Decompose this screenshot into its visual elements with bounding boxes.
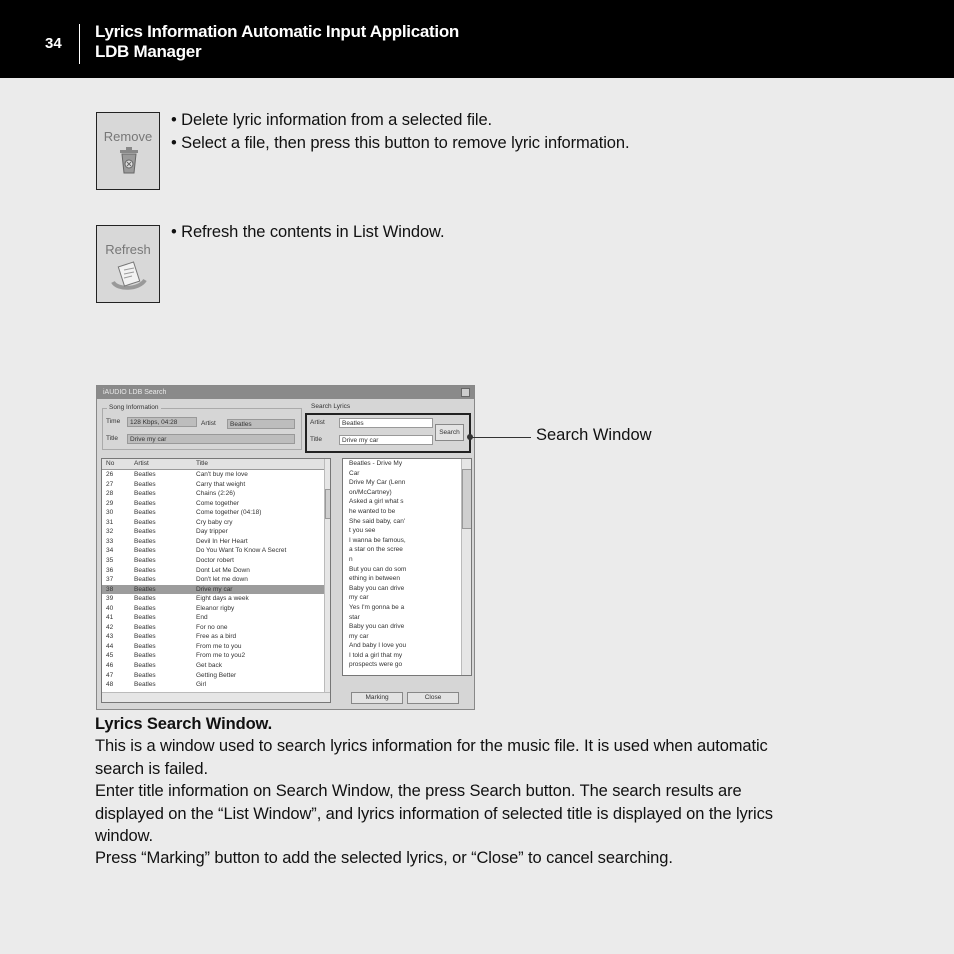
time-field: 128 Kbps, 04:28 [127,417,197,427]
close-button[interactable]: Close [407,692,459,704]
row-title: Chains (2:26) [196,490,236,498]
lyrics-search-window [96,385,475,710]
lyrics-line: he wanted to be [349,507,396,515]
row-artist: Beatles [134,499,156,507]
column-no[interactable]: No [106,460,115,467]
row-title: Dont Let Me Down [196,566,250,574]
page-number: 34 [45,35,62,52]
row-artist: Beatles [134,566,156,574]
row-artist: Beatles [134,518,156,526]
row-artist: Beatles [134,671,156,679]
refresh-button[interactable] [96,225,160,303]
row-artist: Beatles [134,642,156,650]
lyrics-line: But you can do som [349,565,407,573]
table-row[interactable] [102,508,324,518]
row-title: For no one [196,623,228,631]
row-artist: Beatles [134,471,156,478]
search-artist-label: Artist [310,419,325,426]
row-title: From me to you [196,642,242,650]
song-information-group [102,404,302,450]
search-lyrics-group [305,403,471,453]
refresh-button-label: Refresh [105,242,151,257]
lyrics-line: n [349,555,353,563]
row-no: 40 [106,604,114,612]
table-row[interactable] [102,651,324,661]
window-title: iAUDIO LDB Search [103,389,167,396]
column-artist[interactable]: Artist [134,460,149,467]
title-label: Title [106,435,119,442]
row-title: Do You Want To Know A Secret [196,547,287,555]
remove-button-label: Remove [103,129,153,144]
row-artist: Beatles [134,528,156,536]
row-title: From me to you2 [196,652,246,660]
artist-field: Beatles [227,419,295,429]
row-no: 34 [106,547,114,555]
row-artist: Beatles [134,604,156,612]
row-artist: Beatles [134,556,156,564]
table-row[interactable] [102,480,324,490]
row-title: Getting Better [196,671,237,679]
window-titlebar [97,386,474,399]
section-heading: Lyrics Search Window. [95,715,273,733]
search-title-label: Title [310,436,323,443]
row-no: 30 [106,509,114,517]
table-row[interactable] [102,499,324,509]
lyrics-line: on/McCartney) [349,488,392,496]
remove-button[interactable] [96,112,160,190]
row-no: 27 [106,480,114,488]
row-no: 26 [106,471,114,478]
row-title: Day tripper [196,528,228,536]
row-title: Come together [196,499,239,507]
row-no: 44 [106,642,114,650]
table-row[interactable] [102,680,324,690]
search-artist-input[interactable]: Beatles [339,418,433,428]
row-artist: Beatles [134,652,156,660]
row-title: Drive my car [196,585,233,593]
row-title: Doctor robert [196,556,234,564]
row-title: Carry that weight [196,480,246,488]
row-title: Eleanor rigby [196,604,235,612]
row-no: 42 [106,623,114,631]
lyrics-line: Baby you can drive [349,584,405,592]
callout-line [470,437,531,438]
table-row[interactable] [102,537,324,547]
row-artist: Beatles [134,480,156,488]
lyrics-line: my car [349,632,369,640]
table-row[interactable] [102,632,324,642]
list-vertical-scrollbar[interactable] [324,459,331,692]
page-header [0,0,954,78]
page-title-line2: LDB Manager [95,42,202,61]
refresh-icon [109,260,149,292]
lyrics-line: Beatles - Drive My [349,460,403,467]
body-line-4: displayed on the “List Window”, and lyrics information of selected title is displayed on the lyrics [95,804,773,823]
row-artist: Beatles [134,662,156,669]
lyrics-line: star [349,613,360,621]
body-line-6: Press “Marking” button to add the selected lyrics, or “Close” to cancel searching. [95,849,673,868]
lyrics-line: Baby you can drive [349,623,405,631]
lyrics-line: my car [349,594,369,602]
row-artist: Beatles [134,614,156,622]
remove-bullet-2: • Select a file, then press this button to remove lyric information. [171,134,630,152]
row-no: 39 [106,595,114,603]
row-no: 37 [106,576,114,584]
row-artist: Beatles [134,509,156,517]
table-row[interactable] [102,518,324,528]
window-close-icon[interactable] [461,388,470,397]
remove-bullet-1: • Delete lyric information from a selected file. [171,111,493,129]
lyrics-line: Car [349,469,360,477]
header-divider [79,24,80,64]
table-row[interactable] [102,566,324,576]
row-title: Devil In Her Heart [196,537,248,545]
table-row[interactable] [102,556,324,566]
title-field: Drive my car [127,434,295,444]
remove-description [171,109,629,155]
body-text [95,713,855,870]
lyrics-line: ething in between [349,575,400,583]
lyrics-line: And baby I love you [349,642,407,650]
row-no: 35 [106,556,114,564]
lyrics-scrollbar[interactable] [461,459,472,675]
row-no: 38 [106,585,114,593]
page-title [95,22,459,62]
row-no: 45 [106,652,114,660]
row-artist: Beatles [134,633,156,641]
table-row[interactable] [102,527,324,537]
row-title: Don't let me down [196,576,248,584]
table-row[interactable] [102,489,324,499]
lyrics-line: I told a girl that my [349,651,403,659]
row-artist: Beatles [134,490,156,498]
list-window [101,458,331,703]
table-row[interactable] [102,585,324,595]
body-line-5: window. [95,827,154,846]
body-line-1: This is a window used to search lyrics information for the music file. It is used when automatic [95,737,768,756]
table-row[interactable] [102,546,324,556]
song-information-label: Song Information [109,404,159,411]
lyrics-window [342,458,472,676]
row-no: 31 [106,518,114,526]
row-title: Eight days a week [196,595,249,603]
row-no: 48 [106,681,114,689]
table-row[interactable] [102,623,324,633]
marking-button[interactable]: Marking [351,692,403,704]
table-row[interactable] [102,671,324,681]
row-title: End [196,614,208,622]
row-title: Free as a bird [196,633,237,641]
row-no: 43 [106,633,114,641]
search-button[interactable]: Search [435,424,464,441]
artist-label: Artist [201,420,216,427]
list-horizontal-scrollbar[interactable] [102,692,331,703]
table-row[interactable] [102,613,324,623]
table-row[interactable] [102,642,324,652]
row-artist: Beatles [134,681,156,689]
lyrics-line: I wanna be famous, [349,536,406,544]
row-no: 46 [106,662,114,669]
row-no: 36 [106,566,114,574]
row-title: Get back [196,662,223,669]
lyrics-line: a star on the scree [349,546,403,554]
row-no: 32 [106,528,114,536]
lyrics-line: She said baby, can' [349,517,406,525]
time-label: Time [106,418,121,425]
lyrics-scroll-thumb[interactable] [462,469,472,529]
row-artist: Beatles [134,576,156,584]
page-title-line1: Lyrics Information Automatic Input Application [95,22,459,41]
search-title-input[interactable]: Drive my car [339,435,433,445]
lyrics-line: prospects were go [349,661,403,669]
lyrics-line: Drive My Car (Lenn [349,479,406,487]
row-title: Can't buy me love [196,471,248,478]
search-window-callout: Search Window [536,426,652,444]
row-artist: Beatles [134,547,156,555]
refresh-bullet-1: • Refresh the contents in List Window. [171,223,445,241]
list-header [102,459,324,470]
lyrics-text [343,459,471,670]
table-row[interactable] [102,604,324,614]
row-no: 28 [106,490,114,498]
table-row[interactable] [102,594,324,604]
lyrics-line: Yes I'm gonna be a [349,603,405,611]
lyrics-line: Asked a girl what s [349,498,404,506]
row-artist: Beatles [134,537,156,545]
row-title: Girl [196,681,207,689]
row-artist: Beatles [134,595,156,603]
row-no: 47 [106,671,114,679]
table-row[interactable] [102,575,324,585]
table-row[interactable] [102,661,324,671]
trash-icon [117,147,141,175]
refresh-description [171,221,444,244]
list-scroll-thumb[interactable] [325,489,331,519]
search-lyrics-label: Search Lyrics [311,403,351,410]
body-line-2: search is failed. [95,759,208,778]
row-no: 41 [106,614,114,622]
row-no: 33 [106,537,114,545]
row-no: 29 [106,499,114,507]
row-title: Cry baby cry [196,518,233,526]
column-title[interactable]: Title [196,460,209,467]
body-line-3: Enter title information on Search Window, the press Search button. The search results are [95,782,742,801]
row-artist: Beatles [134,623,156,631]
row-artist: Beatles [134,585,156,593]
lyrics-line: t you see [349,527,376,535]
table-row[interactable] [102,470,324,480]
row-title: Come together (04:18) [196,509,262,517]
